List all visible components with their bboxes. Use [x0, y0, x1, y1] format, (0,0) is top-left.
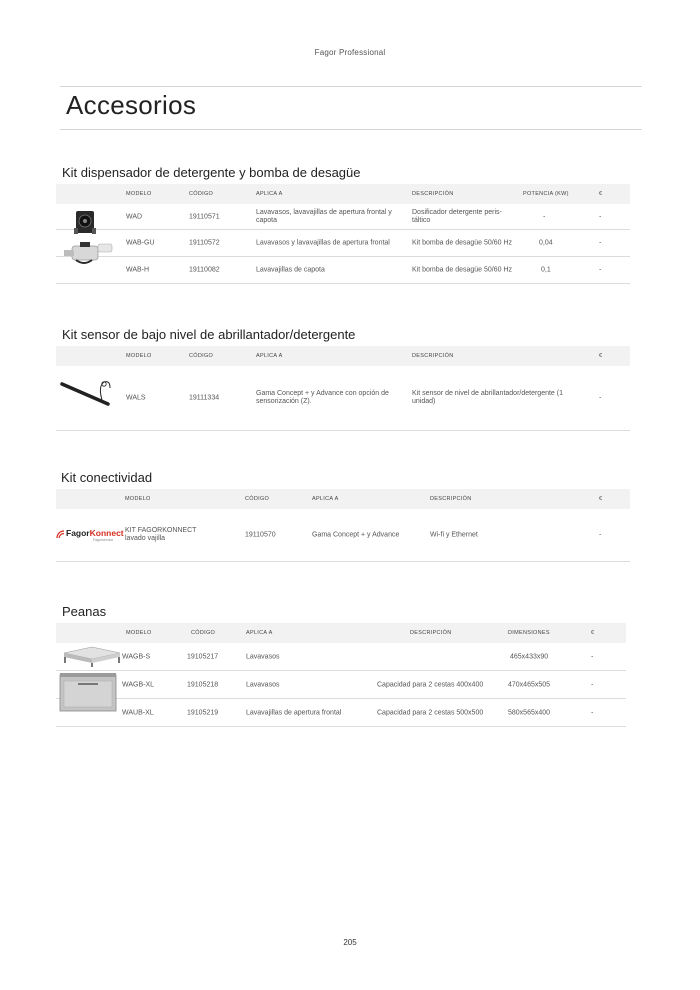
- col-descripcion: DESCRIPCIÓN: [430, 496, 472, 502]
- col-precio: €: [599, 191, 603, 197]
- col-modelo: MODELO: [126, 353, 152, 359]
- cell-aplica: Lavavasos y lavavajillas de apertura frontal: [256, 239, 390, 247]
- col-aplica: APLICA A: [256, 353, 283, 359]
- section-title: Peanas: [62, 604, 107, 619]
- cell-descripcion: Dosificador detergente peris-táltico: [412, 208, 502, 224]
- col-descripcion: DESCRIPCIÓN: [412, 353, 454, 359]
- cell-precio: -: [599, 266, 602, 274]
- section-peanas: [56, 603, 626, 727]
- col-potencia: POTENCIA (KW): [523, 191, 569, 197]
- col-precio: €: [599, 496, 603, 502]
- cell-codigo: 19105217: [187, 653, 219, 660]
- logo-tagline: Fagorservice: [93, 538, 114, 542]
- cell-codigo: 19110082: [189, 266, 220, 274]
- cell-modelo: WAD: [126, 213, 143, 220]
- peristaltic-pump-image: [74, 208, 96, 236]
- table-peanas: [56, 623, 626, 727]
- cell-descripcion: Kit bomba de desagüe 50/60 Hz: [412, 239, 513, 247]
- cell-aplica: Lavavasos, lavavajillas de apertura frontal y capota: [256, 208, 392, 224]
- col-descripcion: DESCRIPCIÓN: [412, 191, 454, 197]
- cell-precio: -: [599, 213, 602, 220]
- title-divider-top: [60, 86, 642, 87]
- cell-precio: -: [599, 531, 602, 539]
- table-conectividad: [56, 489, 630, 562]
- cell-precio: -: [591, 653, 594, 660]
- section-sensor: [56, 326, 630, 431]
- table-row: [56, 509, 630, 562]
- cell-potencia: -: [543, 213, 546, 220]
- table-header: [56, 184, 630, 204]
- table-row: [56, 230, 630, 257]
- col-aplica: APLICA A: [312, 496, 339, 502]
- col-precio: €: [591, 630, 595, 636]
- page-number: 205: [343, 938, 357, 947]
- drain-pump-image: [62, 240, 116, 266]
- logo-wordmark: FagorKonnect: [66, 528, 124, 538]
- cell-aplica: Gama Concept + y Advance: [312, 531, 400, 539]
- col-codigo: CÓDIGO: [189, 353, 214, 359]
- cell-codigo: 19105218: [187, 681, 219, 688]
- table-row: [56, 257, 630, 284]
- col-codigo: CÓDIGO: [189, 191, 214, 197]
- col-codigo: CÓDIGO: [245, 496, 270, 502]
- table-row: [56, 671, 626, 699]
- table-row: [56, 366, 630, 431]
- table-sensor: [56, 346, 630, 431]
- table-row: [56, 643, 626, 671]
- col-codigo: CÓDIGO: [191, 630, 216, 636]
- section-detergente: [56, 164, 630, 284]
- cell-codigo: 19110571: [189, 213, 220, 220]
- section-title: Kit sensor de bajo nivel de abrillantador/detergente: [62, 327, 356, 342]
- cell-descripcion: Capacidad para 2 cestas 500x500: [377, 709, 484, 716]
- cell-modelo: WAGB-S: [122, 653, 151, 660]
- col-modelo: MODELO: [126, 191, 152, 197]
- fagorkonnect-logo: [56, 528, 124, 544]
- cell-descripcion: Wi-fi y Ethernet: [430, 531, 478, 539]
- cell-descripcion: Kit bomba de desagüe 50/60 Hz: [412, 266, 513, 274]
- cell-modelo: WALS: [126, 394, 146, 402]
- cell-aplica: Lavavajillas de capota: [256, 266, 325, 274]
- cell-codigo: 19110570: [245, 531, 276, 539]
- table-header: [56, 489, 630, 509]
- table-row: [56, 699, 626, 727]
- level-sensor-image: [60, 378, 114, 408]
- col-aplica: APLICA A: [256, 191, 283, 197]
- col-descripcion: DESCRIPCIÓN: [410, 630, 452, 636]
- section-title: Kit conectividad: [61, 470, 153, 485]
- brand-header: Fagor Professional: [314, 48, 386, 57]
- cell-dimensiones: 580x565x400: [508, 709, 551, 716]
- cell-precio: -: [591, 709, 594, 716]
- cell-potencia: 0,04: [539, 239, 553, 247]
- cell-precio: -: [591, 681, 594, 688]
- cell-modelo: WAUB-XL: [122, 709, 154, 716]
- table-row: [56, 204, 630, 230]
- page-title: Accesorios: [66, 90, 197, 120]
- col-aplica: APLICA A: [246, 630, 273, 636]
- cell-aplica: Lavavasos: [246, 681, 280, 688]
- col-modelo: MODELO: [126, 630, 152, 636]
- cell-dimensiones: 465x433x90: [510, 653, 549, 660]
- col-dimensiones: DIMENSIONES: [508, 630, 550, 636]
- cell-aplica: Lavavajillas de apertura frontal: [246, 709, 342, 716]
- col-modelo: MODELO: [125, 496, 151, 502]
- section-conectividad: [56, 469, 630, 562]
- wifi-logo-icon: [56, 529, 65, 539]
- cell-modelo: WAGB-XL: [122, 681, 155, 688]
- table-header: [56, 346, 630, 366]
- title-divider-bottom: [60, 129, 642, 130]
- cell-aplica: Lavavasos: [246, 653, 280, 660]
- table-detergente: [56, 184, 630, 284]
- cell-codigo: 19111334: [189, 394, 220, 402]
- cell-codigo: 19110572: [189, 239, 220, 247]
- cell-descripcion: Kit sensor de nivel de abrillantador/detergente (1 unidad): [412, 390, 563, 405]
- table-header: [56, 623, 626, 643]
- cell-descripcion: Capacidad para 2 cestas 400x400: [377, 681, 484, 688]
- col-precio: €: [599, 353, 603, 359]
- cell-modelo: KIT FAGORKONNECT lavado vajilla: [125, 527, 197, 542]
- cell-aplica: Gama Concept + y Advance con opción de sensorización (Z).: [256, 390, 389, 405]
- cell-precio: -: [599, 239, 602, 247]
- section-title: Kit dispensador de detergente y bomba de desagüe: [62, 165, 361, 180]
- cell-precio: -: [599, 394, 602, 402]
- low-stand-image: [58, 645, 122, 667]
- cabinet-stand-image: [58, 671, 118, 715]
- cell-dimensiones: 470x465x505: [508, 681, 551, 688]
- cell-modelo: WAB-H: [126, 266, 150, 274]
- cell-codigo: 19105219: [187, 709, 219, 716]
- cell-potencia: 0,1: [541, 266, 551, 274]
- cell-modelo: WAB-GU: [126, 239, 155, 247]
